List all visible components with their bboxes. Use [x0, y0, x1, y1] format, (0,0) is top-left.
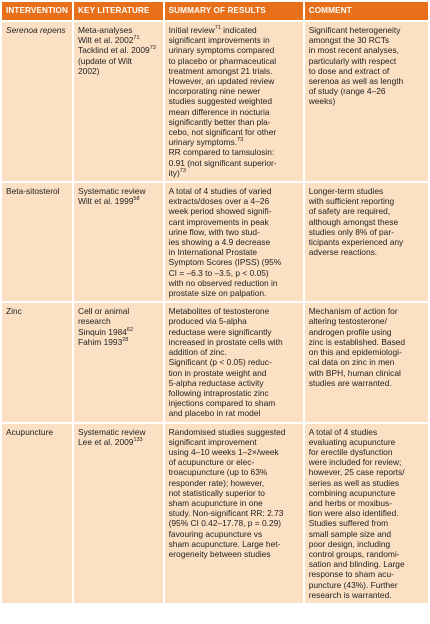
literature-line: [78, 25, 159, 35]
line-text: Initial review: [168, 25, 215, 35]
comment-line: [309, 508, 424, 518]
comment-line: [309, 56, 424, 66]
summary-line: [169, 357, 299, 367]
comment-line: [309, 498, 424, 508]
comment-line: [309, 227, 424, 237]
line-text: however, 25 case reports/: [308, 467, 405, 478]
comment-line: [309, 437, 424, 447]
summary-line: [169, 66, 299, 76]
table-row: [2, 303, 428, 421]
line-text: of study (range 4–26: [308, 86, 386, 97]
line-text: Meta-analyses: [78, 25, 133, 35]
line-text: puncture (43%). Further: [308, 579, 398, 590]
summary-line: [169, 247, 299, 257]
summary-line: [169, 478, 299, 488]
comment-line: [309, 337, 424, 347]
comment-line: [309, 457, 424, 467]
line-text: reductase were significantly: [168, 326, 272, 337]
line-text: urinary symptoms.: [168, 137, 238, 148]
summary-line: [169, 518, 299, 528]
summary-line: [169, 158, 299, 168]
comment-line: [309, 347, 424, 357]
intervention-cell: [2, 424, 72, 603]
line-text: poor design, including: [308, 538, 391, 549]
intervention-cell: [2, 22, 72, 181]
literature-cell: [74, 303, 163, 421]
line-text: (95% CI 0.42–17.78, p = 0.29): [168, 518, 282, 529]
summary-line: [169, 368, 299, 378]
line-text: Wilt et al. 2002: [78, 35, 134, 46]
line-text: were included for review;: [308, 457, 402, 468]
summary-line: [169, 278, 299, 288]
line-text: sham acupuncture in one: [168, 497, 263, 508]
literature-line: [78, 66, 159, 76]
summary-line: [169, 306, 299, 316]
line-text: evaluating acupuncture: [308, 436, 396, 447]
comment-line: [309, 217, 424, 227]
line-text: cebo, not significant for other: [168, 127, 277, 138]
line-text: RR compared to tamsulosin:: [168, 147, 275, 158]
line-text: CI = –6.3 to –3.5, p < 0.05): [168, 267, 269, 278]
line-text: series as well as studies: [308, 477, 400, 488]
line-text: and herbs or moxibus-: [308, 497, 393, 508]
line-text: in International Prostate: [168, 247, 258, 258]
comment-line: [309, 529, 424, 539]
literature-line: [78, 35, 159, 45]
comment-line: [309, 66, 424, 76]
line-text: research: [78, 316, 111, 327]
comment-line: [309, 45, 424, 55]
comment-line: [309, 76, 424, 86]
summary-line: [169, 498, 299, 508]
line-text: Symptom Scores (IPSS) (95%: [168, 257, 282, 268]
line-text: treatment amongst 21 trials.: [168, 65, 273, 76]
line-text: incorporating nine newer: [168, 86, 261, 97]
line-text: 0.91 (not significant superior-: [168, 157, 277, 168]
line-text: ticipants experienced any: [308, 237, 404, 248]
comment-line: [309, 86, 424, 96]
line-text: Wilt et al. 1999: [78, 196, 134, 207]
summary-cell: [165, 183, 303, 301]
comment-line: [309, 327, 424, 337]
line-text: injections compared to sham: [168, 398, 276, 409]
table-row: [2, 424, 428, 603]
line-text: not statistically superior to: [168, 487, 265, 498]
line-text: Metabolites of testosterone: [168, 306, 270, 317]
literature-line: [78, 45, 159, 55]
summary-line: [169, 127, 299, 137]
line-text: extracts/doses over a 4–26: [168, 196, 270, 207]
line-text: Systematic review: [78, 426, 146, 437]
line-text: studies only 8% of par-: [308, 226, 394, 237]
line-text: troacupuncture (up to 63%: [168, 467, 268, 478]
comment-cell: [305, 303, 428, 421]
line-text: using 4–10 weeks 1–2×/week: [168, 446, 279, 457]
summary-line: [169, 408, 299, 418]
line-text: Cell or animal: [78, 306, 130, 317]
comment-line: [309, 35, 424, 45]
summary-line: [169, 107, 299, 117]
line-text: Lee et al. 2009: [78, 436, 134, 447]
literature-line: [78, 196, 159, 206]
line-text: Studies suffered from: [308, 518, 389, 529]
line-text: erogeneity between studies: [168, 548, 271, 559]
summary-line: [169, 467, 299, 477]
summary-line: [169, 76, 299, 86]
line-text: favouring acupuncture vs: [168, 528, 263, 539]
summary-line: [169, 196, 299, 206]
summary-line: [169, 347, 299, 357]
summary-line: [169, 257, 299, 267]
comment-line: [309, 196, 424, 206]
comment-line: [309, 306, 424, 316]
intervention-name: Zinc: [6, 306, 22, 317]
summary-line: [169, 147, 299, 157]
line-text: studies are warranted.: [308, 377, 392, 388]
citation-superscript: 28: [122, 336, 129, 343]
summary-line: [169, 316, 299, 326]
comment-line: [309, 447, 424, 457]
comment-line: [309, 25, 424, 35]
citation-superscript: 73: [237, 137, 244, 144]
line-text: Significant heterogeneity: [308, 25, 401, 35]
line-text: responder rate); however,: [168, 477, 265, 488]
summary-line: [169, 186, 299, 196]
summary-line: [169, 388, 299, 398]
line-text: Tacklind et al. 2009: [78, 45, 150, 56]
citation-superscript: 73: [149, 45, 156, 52]
line-text: A total of 4 studies of varied: [168, 186, 272, 197]
line-text: A total of 4 studies: [308, 426, 378, 437]
literature-line: [78, 437, 159, 447]
summary-line: [169, 206, 299, 216]
intervention-cell: [2, 303, 72, 421]
comment-line: [309, 237, 424, 247]
summary-line: [169, 25, 299, 35]
comment-line: [309, 96, 424, 106]
summary-line: [169, 96, 299, 106]
header-key-literature: KEY LITERATURE: [74, 2, 163, 20]
table-body: [2, 22, 428, 603]
literature-line: [78, 337, 159, 347]
line-text: cant improvements in peak: [168, 216, 269, 227]
line-text: of safety are required,: [308, 206, 391, 217]
comment-line: [309, 569, 424, 579]
summary-line: [169, 378, 299, 388]
comment-line: [309, 357, 424, 367]
literature-cell: [74, 183, 163, 301]
intervention-cell: [2, 183, 72, 301]
line-text: Systematic review: [78, 186, 146, 197]
table-row: [2, 22, 428, 181]
summary-line: [169, 327, 299, 337]
header-summary: SUMMARY OF RESULTS: [165, 2, 303, 20]
line-text: response to sham acu-: [308, 569, 394, 580]
line-text: small sample size and: [308, 528, 392, 539]
summary-line: [169, 137, 299, 147]
line-text: studies suggested weighted: [168, 96, 272, 107]
comment-line: [309, 549, 424, 559]
header-row: [2, 2, 428, 20]
literature-line: [78, 427, 159, 437]
summary-line: [169, 549, 299, 559]
line-text: combining acupuncture: [308, 487, 396, 498]
line-text: amongst the 30 RCTs: [308, 35, 390, 46]
comment-line: [309, 590, 424, 600]
table-row: [2, 183, 428, 301]
literature-line: [78, 327, 159, 337]
comment-line: [309, 518, 424, 528]
line-text: sation and blinding. Large: [308, 559, 405, 570]
line-text: following intraprostatic zinc: [168, 387, 269, 398]
summary-line: [169, 56, 299, 66]
summary-cell: [165, 424, 303, 603]
citation-superscript: 133: [133, 436, 143, 443]
line-text: Randomised studies suggested: [168, 426, 286, 437]
line-text: although amongst these: [308, 216, 399, 227]
summary-line: [169, 237, 299, 247]
line-text: Mechanism of action for: [308, 306, 398, 317]
citation-superscript: 58: [133, 196, 140, 203]
comment-line: [309, 478, 424, 488]
comment-line: [309, 316, 424, 326]
summary-line: [169, 168, 299, 178]
line-text: tion in prostate weight and: [168, 367, 267, 378]
line-text: with no observed reduction in: [168, 277, 278, 288]
line-text: However, an updated review: [168, 76, 275, 87]
comment-cell: [305, 183, 428, 301]
line-text: weeks): [308, 96, 336, 107]
line-text: research is warranted.: [308, 589, 392, 600]
summary-line: [169, 457, 299, 467]
line-text: altering testosterone/: [308, 316, 387, 327]
summary-line: [169, 529, 299, 539]
line-text: serenoa as well as length: [308, 76, 404, 87]
comment-line: [309, 488, 424, 498]
literature-line: [78, 56, 159, 66]
comment-line: [309, 247, 424, 257]
line-text: cal data on zinc in men: [308, 357, 395, 368]
line-text: urinary symptoms compared: [168, 45, 275, 56]
line-text: mean difference in nocturia: [168, 106, 270, 117]
comment-cell: [305, 424, 428, 603]
line-text: significant improvement: [168, 436, 257, 447]
intervention-name: Beta-sitosterol: [6, 186, 60, 197]
summary-line: [169, 488, 299, 498]
line-text: Significant (p < 0.05) reduc-: [168, 357, 272, 368]
summary-line: [169, 35, 299, 45]
citation-superscript: 71: [133, 35, 140, 42]
line-text: adverse reactions.: [308, 247, 378, 258]
line-text: for erectile dysfunction: [308, 446, 393, 457]
comment-line: [309, 539, 424, 549]
line-text: 5-alpha reductase activity: [168, 377, 264, 388]
line-text: particularly with respect: [308, 55, 397, 66]
line-text-continued: indicated: [220, 25, 257, 35]
line-text: sham acupuncture. Large het-: [168, 538, 281, 549]
literature-cell: [74, 22, 163, 181]
line-text: ity): [168, 167, 180, 178]
line-text: significantly better than pla-: [168, 116, 271, 127]
summary-line: [169, 508, 299, 518]
comment-line: [309, 206, 424, 216]
line-text: study. Non-significant RR: 2.73: [168, 508, 284, 519]
summary-line: [169, 447, 299, 457]
literature-cell: [74, 424, 163, 603]
summary-cell: [165, 303, 303, 421]
summary-line: [169, 398, 299, 408]
summary-line: [169, 539, 299, 549]
comment-line: [309, 368, 424, 378]
intervention-name: Serenoa repens: [6, 25, 66, 35]
line-text: with BPH, human clinical: [308, 367, 401, 378]
line-text: on this and epidemiologi-: [308, 347, 402, 358]
comment-line: [309, 186, 424, 196]
line-text: androgen profile using: [308, 326, 392, 337]
line-text: week period showed signifi-: [168, 206, 272, 217]
summary-line: [169, 86, 299, 96]
summary-line: [169, 268, 299, 278]
line-text: (update of Wilt: [78, 55, 133, 66]
summary-line: [169, 427, 299, 437]
summary-cell: [165, 22, 303, 181]
comment-cell: [305, 22, 428, 181]
line-text: urine flow, with two stud-: [168, 226, 260, 237]
literature-line: [78, 316, 159, 326]
line-text: addition of zinc.: [168, 347, 227, 358]
line-text: Sinquin 1984: [78, 326, 127, 337]
line-text: tion were also identified.: [308, 508, 399, 519]
comment-line: [309, 467, 424, 477]
line-text: with sufficient reporting: [308, 196, 395, 207]
header-intervention: INTERVENTION: [2, 2, 72, 20]
line-text: zinc is established. Based: [308, 336, 406, 347]
line-text: increased in prostate cells with: [168, 336, 283, 347]
summary-line: [169, 437, 299, 447]
line-text: 2002): [78, 65, 100, 76]
literature-line: [78, 306, 159, 316]
line-text: Fahim 1993: [78, 336, 123, 347]
line-text: and placebo in rat model: [168, 408, 261, 419]
line-text: to dose and extract of: [308, 65, 390, 76]
line-text: control groups, randomi-: [308, 548, 400, 559]
citation-superscript: 73: [179, 167, 186, 174]
summary-line: [169, 288, 299, 298]
line-text: of acupuncture or elec-: [168, 457, 255, 468]
line-text: to placebo or pharmaceutical: [168, 55, 277, 66]
line-text: produced via 5-alpha: [168, 316, 247, 327]
comment-line: [309, 427, 424, 437]
citation-superscript: 62: [126, 326, 134, 333]
summary-line: [169, 227, 299, 237]
comment-line: [309, 559, 424, 569]
line-text: significant improvements in: [168, 35, 270, 46]
line-text: prostate size on palpation.: [168, 288, 267, 299]
summary-line: [169, 337, 299, 347]
summary-line: [169, 117, 299, 127]
citation-superscript: 71: [214, 25, 221, 31]
line-text: in most recent analyses,: [308, 45, 400, 56]
comment-line: [309, 580, 424, 590]
line-text: ies showing a 4.9 decrease: [168, 237, 271, 248]
intervention-name: Acupuncture: [6, 426, 54, 437]
literature-line: [78, 186, 159, 196]
line-text: Longer-term studies: [308, 186, 384, 197]
comment-line: [309, 378, 424, 388]
header-comment: COMMENT: [305, 2, 428, 20]
summary-line: [169, 217, 299, 227]
summary-line: [169, 45, 299, 55]
